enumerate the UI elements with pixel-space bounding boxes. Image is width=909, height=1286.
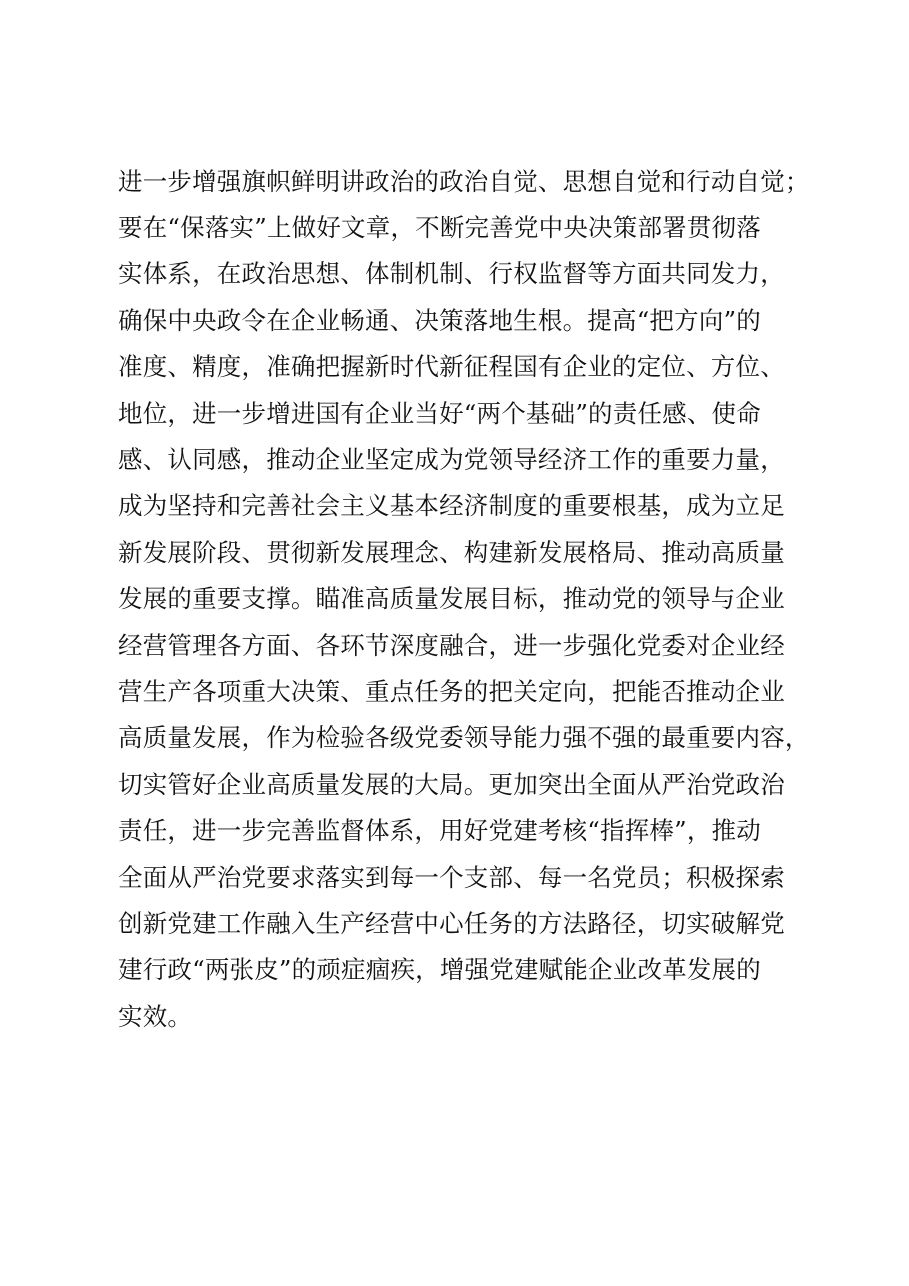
paragraph-line: 营生产各项重大决策、重点任务的把关定向，把能否推动企业 <box>118 677 785 706</box>
paragraph-line: 全面从严治党要求落实到每一个支部、每一名党员；积极探索 <box>118 863 785 892</box>
paragraph-line: 经营管理各方面、各环节深度融合，进一步强化党委对企业经 <box>118 631 785 660</box>
paragraph-line: 实体系，在政治思想、体制机制、行权监督等方面共同发力， <box>118 259 785 288</box>
paragraph-line: 感、认同感，推动企业坚定成为党领导经济工作的重要力量， <box>118 445 785 474</box>
paragraph-line: 责任，进一步完善监督体系，用好党建考核“指挥棒”，推动 <box>118 816 761 845</box>
paragraph-line: 切实管好企业高质量发展的大局。更加突出全面从严治党政治 <box>118 770 785 799</box>
paragraph-line: 确保中央政令在企业畅通、决策落地生根。提高“把方向”的 <box>118 306 761 335</box>
paragraph-line: 新发展阶段、贯彻新发展理念、构建新发展格局、推动高质量 <box>118 538 785 567</box>
paragraph-line: 建行政“两张皮”的顽症痼疾，增强党建赋能企业改革发展的 <box>118 955 761 984</box>
paragraph-line: 准度、精度，准确把握新时代新征程国有企业的定位、方位、 <box>118 352 785 381</box>
paragraph-line: 成为坚持和完善社会主义基本经济制度的重要根基，成为立足 <box>118 491 785 520</box>
paragraph-line: 创新党建工作融入生产经营中心任务的方法路径，切实破解党 <box>118 909 785 938</box>
paragraph-line: 高质量发展，作为检验各级党委领导能力强不强的最重要内容， <box>118 723 810 752</box>
paragraph-line: 地位，进一步增进国有企业当好“两个基础”的责任感、使命 <box>118 399 761 428</box>
paragraph-line: 进一步增强旗帜鲜明讲政治的政治自觉、思想自觉和行动自觉； <box>118 167 810 196</box>
paragraph-line: 要在“保落实”上做好文章，不断完善党中央决策部署贯彻落 <box>118 213 761 242</box>
paragraph-line: 实效。 <box>118 1002 193 1031</box>
paragraph-line: 发展的重要支撑。瞄准高质量发展目标，推动党的领导与企业 <box>118 584 785 613</box>
